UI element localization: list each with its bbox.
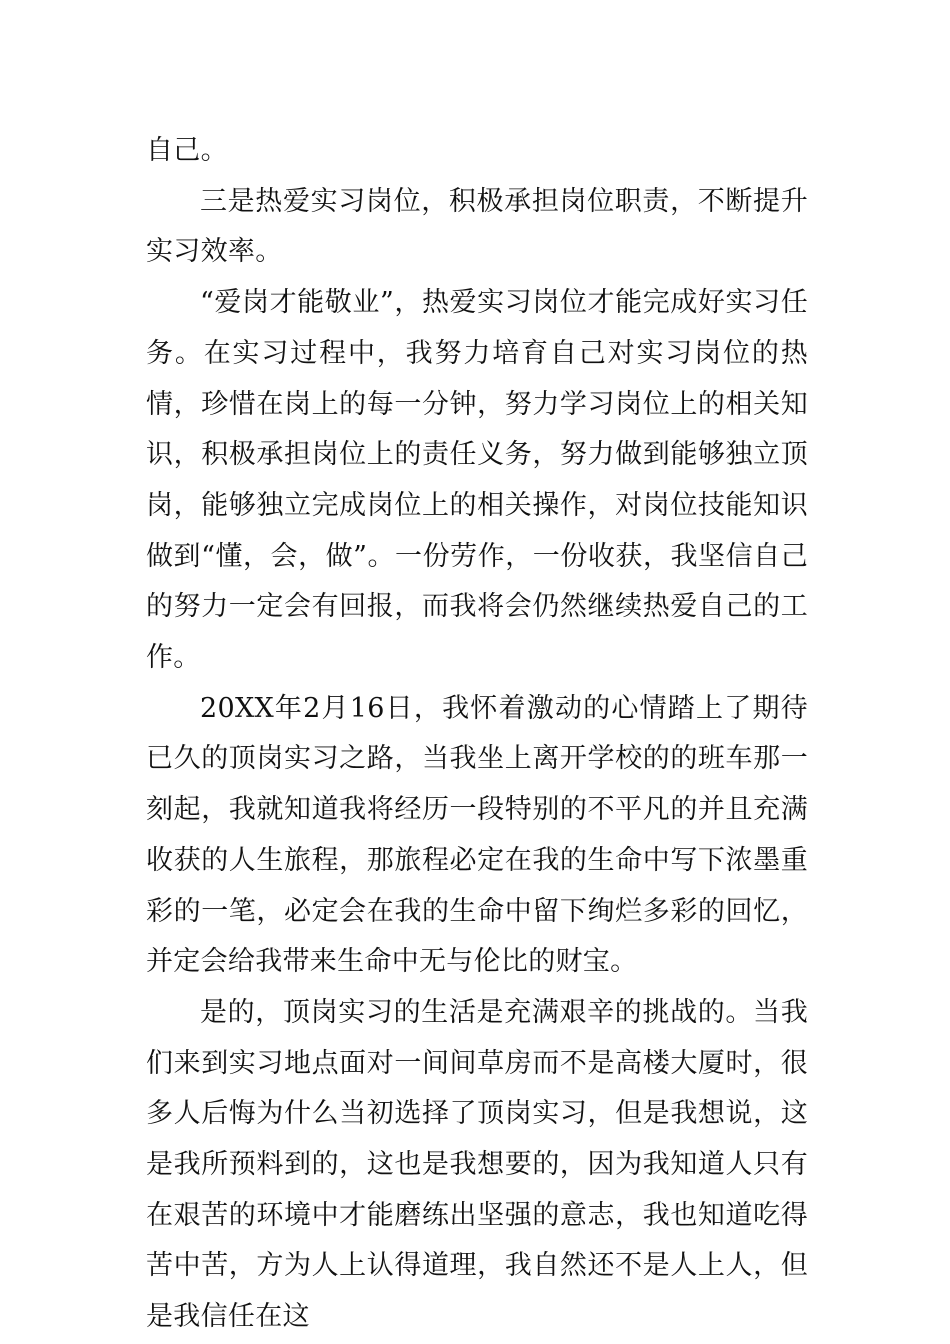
paragraph-continuation: 自己。 bbox=[146, 135, 228, 166]
paragraph-point-three: 三是热爱实习岗位，积极承担岗位职责，不断提升实习效率。 bbox=[146, 185, 808, 268]
body-text bbox=[146, 126, 808, 1343]
paragraph-love-job: “爱岗才能敬业”，热爱实习岗位才能完成好实习任务。在实习过程中，我努力培育自己对实习岗位的热情，珍惜在岗上的每一分钟，努力学习岗位上的相关知识，积极承担岗位上的责任义务，努力做到能够独立顶岗，能够独立完成岗位上的相关操作，对岗位技能知识做到“懂，会，做”。一份劳作，一份收获，我坚信自己的努力一定会有回报，而我将会仍然继续热爱自己的工作。 bbox=[146, 287, 808, 674]
paragraph-internship-start: 20XX年2月16日，我怀着激动的心情踏上了期待已久的顶岗实习之路，当我坐上离开学校的的班车那一刻起，我就知道我将经历一段特别的不平凡的并且充满收获的人生旅程，那旅程必定在我的生命中写下浓墨重彩的一笔，必定会在我的生命中留下绚烂多彩的回忆，并定会给我带来生命中无与伦比的财宝。 bbox=[146, 692, 808, 978]
paragraph-hardship: 是的，顶岗实习的生活是充满艰辛的挑战的。当我们来到实习地点面对一间间草房而不是高楼大厦时，很多人后悔为什么当初选择了顶岗实习，但是我想说，这是我所预料到的，这也是我想要的，因为我知道人只有在艰苦的环境中才能磨练出坚强的意志，我也知道吃得苦中苦，方为人上认得道理，我自然还不是人上人，但是我信任在这 bbox=[146, 996, 808, 1333]
